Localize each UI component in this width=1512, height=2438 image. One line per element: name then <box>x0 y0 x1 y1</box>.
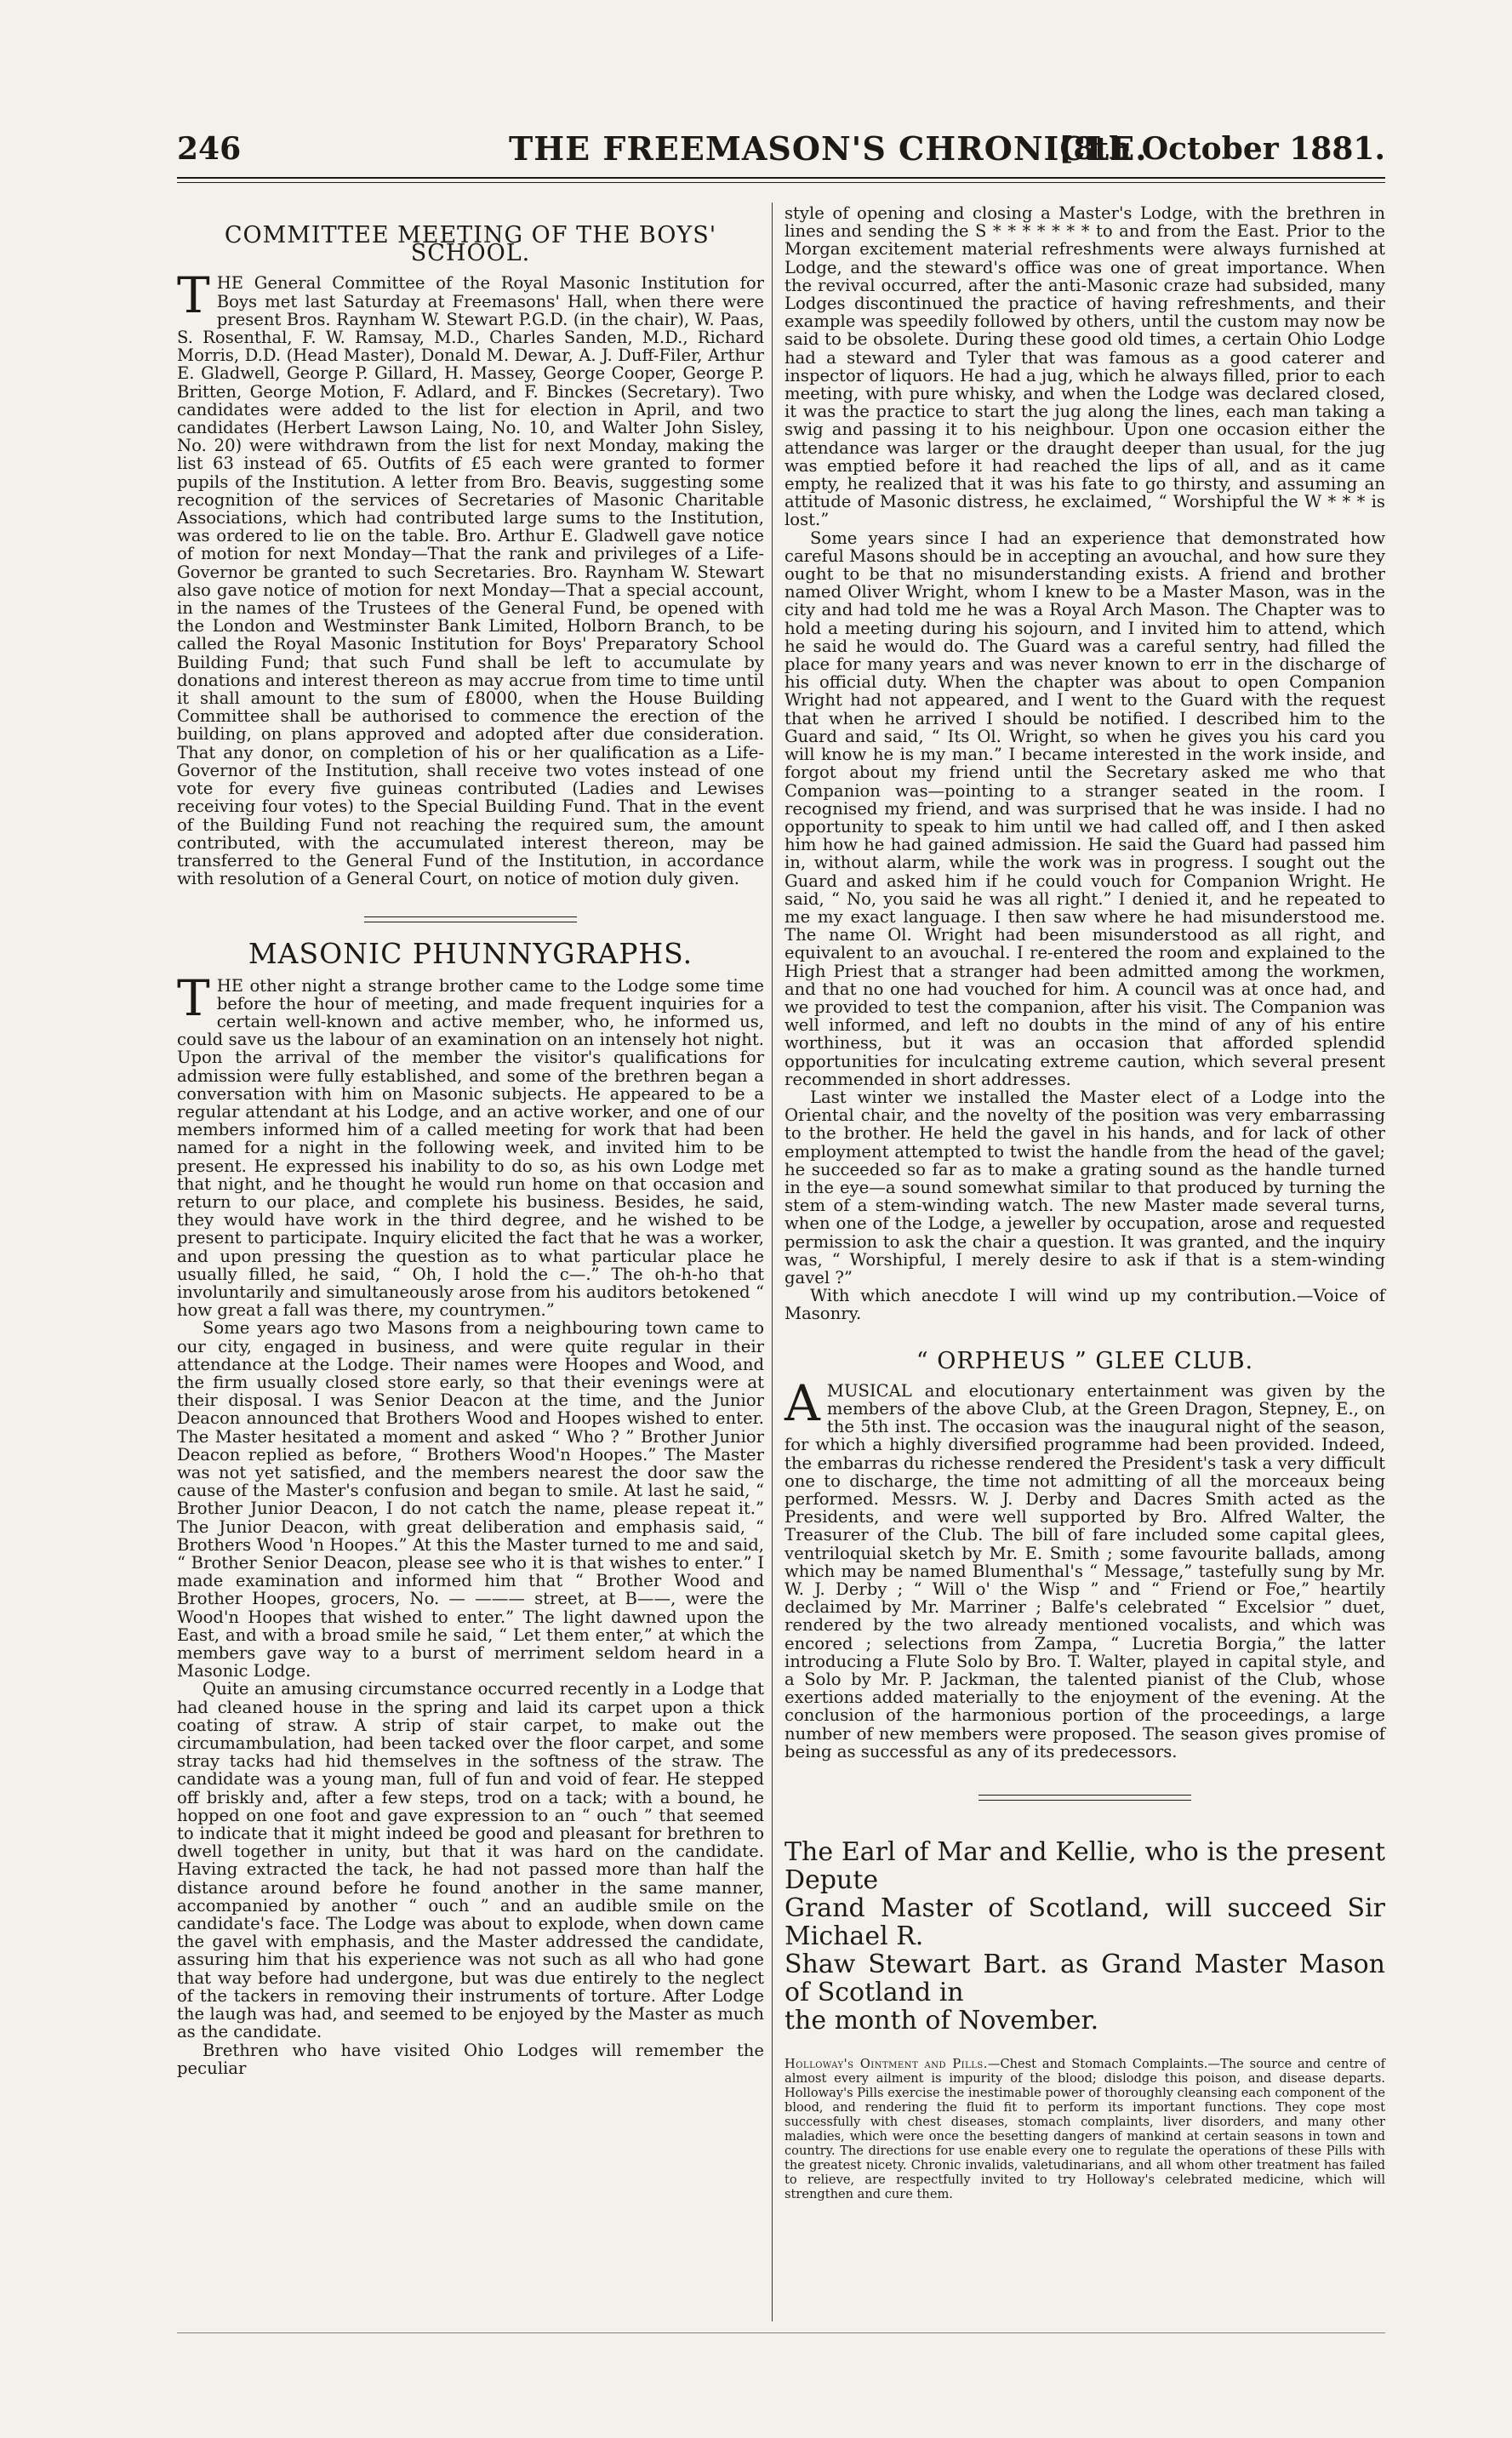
earl-announcement <box>785 1838 1385 2035</box>
earl-line: The Earl of Mar and Kellie, who is the present Depute <box>785 1837 1385 1896</box>
boys-school-paragraph <box>177 266 764 889</box>
phunnygraphs-paragraph: With which anecdote I will wind up my contribution.—Voice of Masonry. <box>785 1286 1385 1324</box>
earl-line: Grand Master of Scotland, will succeed Sir Michael R. <box>785 1893 1385 1952</box>
orpheus-paragraph <box>785 1373 1385 1761</box>
phunnygraphs-paragraph: Last winter we installed the Master elect of a Lodge into the Oriental chair, and the novelty of the position was very embarrassing to the brother. He held the gavel in his hands, and for lack of other employment attempted to twist the handle from the head of the gavel; he succeeded so far as to make a grating sound as the handle turned in the eye—a sound somewhat similar to that produced by turning the stem of a stem-winding watch. The new Master made several turns, when one of the Lodge, a jeweller by occupation, arose and requested permission to ask the chair a question. It was granted, and the inquiry was, “ Worshipful, I merely desire to ask if that is a stem-winding gavel ?” <box>785 1087 1385 1288</box>
holloway-advert <box>785 2057 1385 2201</box>
masthead-rule-thin <box>177 182 1385 183</box>
boys-school-headline: COMMITTEE MEETING OF THE BOYS' SCHOOL. <box>224 222 717 267</box>
dropcap: A <box>785 1373 820 1432</box>
section-separator <box>979 1795 1191 1801</box>
paragraph-text: HE General Committee of the Royal Masonic Institution for Boys met last Saturday at Freemasons' Hall, when there were present Bros. Raynham W. Stewart P.G.D. (in the chair), W. Paas, S. Rosenthal, F. W. Ramsay, M.D., Charles Sanden, M.D., Richard Morris, D.D. (Head Master), Donald M. Dewar, A. J. Duff-Filer, Arthur E. Gladwell, George P. Gillard, H. Massey, George Cooper, George P. Britten, George Motion, F. Adlard, and F. Binckes (Secretary). Two candidates were added to the list for election in April, and two candidates (Herbert Lawson Laing, No. 10, and Walter John Sisley, No. 20) were withdrawn from the list for next Monday, making the list 63 instead of 65. Outfits of £5 each were granted to former pupils of the Institution. A letter from Bro. Beavis, suggesting some recognition of the services of Secretaries of Masonic Charitable Associations, which had contributed large sums to the Institution, was ordered to lie on the table. Bro. Arthur E. Gladwell gave notice of motion for next Monday—That the rank and privileges of a Life-Governor be granted to such Secretaries. Bro. Raynham W. Stewart also gave notice of motion for next Monday—That a special account, in the names of the Trustees of the General Fund, be opened with the London and Westminster Bank Limited, Holborn Branch, to be called the Royal Masonic Institution for Boys' Preparatory School Building Fund; that such Fund shall be left to accumulate by donations and interest thereon as may accrue from time to time until it shall amount to the sum of £8000, when the House Building Committee shall be authorised to commence the erection of the building, on plans approved and adopted after due consideration. That any donor, on completion of his or her qualification as a Life-Governor of the Institution, shall receive two votes instead of one vote for every five guineas contributed (Ladies and Lewises receiving four votes) to the Special Building Fund. That in the event of the Building Fund not reaching the required sum, the amount contributed, with the accumulated interest thereon, may be transferred to the General Fund of the Institution, in accordance with resolution of a General Court, on notice of motion duly given. <box>177 273 764 889</box>
phunnygraphs-paragraph: Some years ago two Masons from a neighbouring town came to our city, engaged in business, and were quite regular in their attendance at the Lodge. Their names were Hoopes and Wood, and the firm usually closed store early, so that their evenings were at their disposal. I was Senior Deacon at the time, and the Junior Deacon announced that Brothers Wood and Hoopes wished to enter. The Master hesitated a moment and asked “ Who ? ” Brother Junior Deacon replied as before, “ Brothers Wood'n Hoopes.” The Master was not yet satisfied, and the members nearest the door saw the cause of the Master's confusion and began to smile. At last he said, “ Brother Junior Deacon, I do not catch the name, please repeat it.” The Junior Deacon, with great deliberation and emphasis said, “ Brothers Wood 'n Hoopes.” At this the Master turned to me and said, “ Brother Senior Deacon, please see who it is that wishes to enter.” I made examination and informed him that “ Brother Wood and Brother Hoopes, grocers, No. — ——— street, at B——, were the Wood'n Hoopes that wished to enter.” The light dawned upon the East, and with a broad smile he said, “ Let them enter,” at which the members gave way to a burst of merriment seldom heard in a Masonic Lodge. <box>177 1318 764 1681</box>
page-number: 246 <box>177 131 242 167</box>
phunnygraphs-continued: style of opening and closing a Master's Lodge, with the brethren in lines and sending the S * * * * * * * to and from the East. Prior to the Morgan excitement material refreshments were always furnished at Lodge, and the steward's office was one of great importance. When the revival occurred, after the anti-Masonic craze had subsided, many Lodges discontinued the practice of having refreshments, and their example was speedily followed by others, until the custom may now be said to be obsolete. During these good old times, a certain Ohio Lodge had a steward and Tyler that was famous as a good caterer and inspector of liquors. He had a jug, which he always filled, prior to each meeting, with pure whisky, and when the Lodge was declared closed, it was the practice to start the jug along the lines, each man taking a swig and passing it to his neighbour. Upon one occasion either the attendance was larger or the draught deeper than usual, for the jug was emptied before it had reached the lips of all, and as it came empty, he realized that it was his fate to go thirsty, and assuming an attitude of Masonic distress, he exclaimed, “ Worshipful the W * * * is lost.” <box>785 203 1385 530</box>
right-column <box>785 204 1385 2201</box>
left-column <box>177 204 764 2077</box>
dropcap: T <box>177 968 210 1027</box>
masthead-rule-thick <box>177 177 1385 179</box>
phunnygraphs-headline: MASONIC PHUNNYGRAPHS. <box>248 937 693 971</box>
masthead <box>177 129 1385 172</box>
advert-body: —Chest and Stomach Complaints.—The source and centre of almost every ailment is impurity of the blood; dislodge this poison, and disease departs. Holloway's Pills exercise the inestimable power of thoroughly cleansing each component of the blood, and rendering the fluid fit to perform its important functions. They cope most successfully with chest diseases, stomach complaints, liver disorders, and many other maladies, which were once the besetting dangers of mankind at certain seasons in town and country. The directions for use enable every one to regulate the operations of these Pills with the greatest nicety. Chronic invalids, valetudinarians, and all whom other treatment has failed to relieve, are respectfully invited to try Holloway's celebrated medicine, which will strengthen and cure them. <box>785 2057 1385 2202</box>
phunnygraphs-paragraph: Some years since I had an experience that demonstrated how careful Masons should be in accepting an avouchal, and how sure they ought to be that no misunderstanding exists. A friend and brother named Oliver Wright, whom I knew to be a Master Mason, was in the city and had told me he was a Royal Arch Mason. The Chapter was to hold a meeting during his sojourn, and I invited him to attend, which he said he would do. The Guard was a careful sentry, had filled the place for many years and was never known to err in the discharge of his official duty. When the chapter was about to open Companion Wright had not appeared, and I went to the Guard with the request that when he arrived I should be notified. I described him to the Guard and said, “ Its Ol. Wright, so when he gives you his card you will know he is my man.” I became interested in the work inside, and forgot about my friend until the Secretary asked me who that Companion was—pointing to a stranger seated in the room. I recognised my friend, and was surprised that he was inside. I had no opportunity to speak to him until we had called off, and I then asked him how he had gained admission. He said the Guard had passed him in, without alarm, while the work was in progress. I sought out the Guard and asked him if he could vouch for Companion Wright. He said, “ No, you said he was all right.” I denied it, and he repeated to me my exact language. I then saw where he had misunderstood me. The name Ol. Wright had been misunderstood as all right, and equivalent to an avouchal. I re-entered the room and explained to the High Priest that a stranger had been admitted among the workmen, and that no one had vouched for him. A council was at once had, and we provided to test the companion, after his visit. The Companion was well informed, and left no doubts in the mind of any of his entire worthiness, but it was an occasion that afforded splendid opportunities for inculcating extreme caution, which several present recommended in short addresses. <box>785 528 1385 1089</box>
dropcap: T <box>177 266 210 325</box>
paragraph-text: MUSICAL and elocutionary entertainment was given by the members of the above Club, at the Green Dragon, Stepney, E., on the 5th inst. The occasion was the inaugural night of the season, for which a highly diversified programme had been provided. Indeed, the embarras du richesse rendered the President's task a very difficult one to discharge, the time not admitting of all the morceaux being performed. Messrs. W. J. Derby and Dacres Smith acted as the Presidents, and were well supported by Bro. Alfred Walter, the Treasurer of the Club. The bill of fare included some capital glees, ventriloquial sketch by Mr. E. Smith ; some favourite ballads, among which may be named Blumenthal's “ Message,” tastefully sung by Mr. W. J. Derby ; “ Will o' the Wisp ” and “ Friend or Foe,” heartily declaimed by Mr. Marriner ; Balfe's celebrated “ Excelsior ” duet, rendered by the two already mentioned vocalists, and which was encored ; selections from Zampa, “ Lucretia Borgia,” the latter introducing a Flute Solo by Bro. T. Walter, played in capital style, and a Solo by Mr. P. Jackman, the talented pianist of the Club, whose exertions added materially to the enjoyment of the evening. At the conclusion of the harmonious portion of the proceedings, a large number of new members were proposed. The season gives promise of being as successful as any of its predecessors. <box>785 1380 1385 1761</box>
phunnygraphs-paragraph: Quite an amusing circumstance occurred recently in a Lodge that had cleaned house in the spring and laid its carpet upon a thick coating of straw. A strip of stair carpet, to make out the circumambulation, had been tacked over the floor carpet, and some stray tacks had hid themselves in the softness of the straw. The candidate was a young man, full of fun and void of fear. He stepped off briskly and, after a few steps, trod on a tack; with a bound, he hopped on one foot and gave expression to an “ ouch ” that seemed to indicate that it might indeed be good and pleasant for brethren to dwell together in unity, but that it was hard on the candidate. Having extracted the tack, he had not passed more than half the distance around before he found another in the same manner, accompanied by another “ ouch ” and an audible smile on the candidate's face. The Lodge was about to explode, when down came the gavel with emphasis, and the Master addressed the candidate, assuring him that his experience was not such as all who had gone that way before had undergone, but was due entirely to the neglect of the tackers in removing their instruments of torture. After Lodge the laugh was had, and seemed to be enjoyed by the Master as much as the candidate. <box>177 1679 764 2042</box>
section-separator <box>364 916 577 922</box>
page-bottom-rule <box>177 2332 1385 2333</box>
earl-line: Shaw Stewart Bart. as Grand Master Mason of Scotland in <box>785 1950 1385 2008</box>
issue-date: [8th October 1881. <box>1058 131 1385 167</box>
orpheus-headline: “ ORPHEUS ” GLEE CLUB. <box>916 1347 1254 1374</box>
phunnygraphs-paragraph <box>177 968 764 1321</box>
publication-title: THE FREEMASON'S CHRONICLE. <box>509 129 1148 168</box>
advert-heading: Holloway's Ointment and Pills. <box>785 2057 988 2072</box>
paragraph-text: HE other night a strange brother came to the Lodge some time before the hour of meeting, and made frequent inquiries for a certain well-known and active member, who, he informed us, could save us the labour of an examination on an intensely hot night. Upon the arrival of the member the visitor's qualifications for admission were fully established, and some of the brethren began a conversation with him on Masonic subjects. He appeared to be a regular attendant at his Lodge, and an active worker, and one of our members informed him of a called meeting for work that had been named for a night in the following week, and invited him to be present. He expressed his inability to do so, as his own Lodge met that night, and he thought he would run home on that occasion and return to our place, and complete his business. Besides, he said, they would have work in the third degree, and he wished to be present to participate. Inquiry elicited the fact that he was a worker, and upon pressing the question as to what particular place he usually filled, he said, “ Oh, I hold the c—.” The oh-h-ho that involuntarily and simultaneously arose from his auditors betokened “ how great a fall was there, my countrymen.” <box>177 975 764 1321</box>
phunnygraphs-paragraph: Brethren who have visited Ohio Lodges will remember the peculiar <box>177 2040 764 2078</box>
earl-line: the month of November. <box>785 2006 1099 2036</box>
column-divider <box>772 203 773 2321</box>
